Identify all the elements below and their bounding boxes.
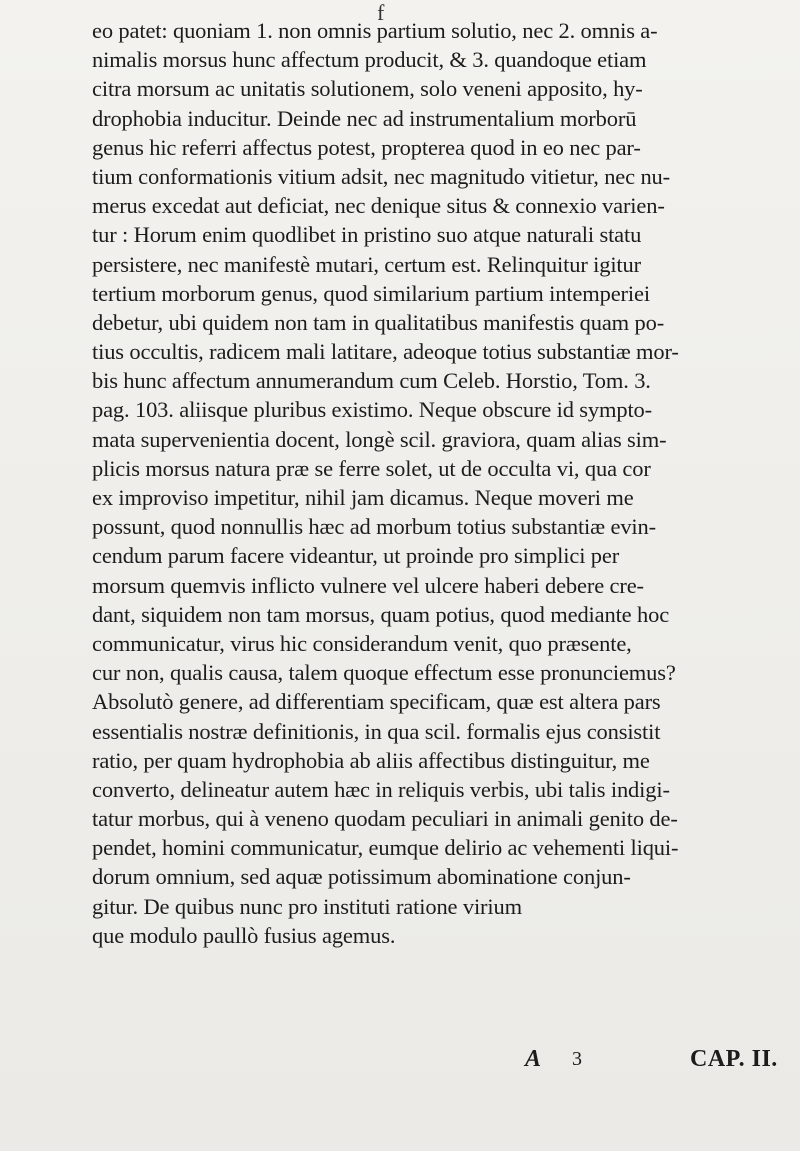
text-line-26: ratio, per quam hydrophobia ab aliis affectibus distinguitur, me [92,747,650,773]
text-line-32: que modulo paullò fusius agemus. [92,922,396,948]
text-line-31: gitur. De quibus nunc pro instituti ratione virium [92,893,522,919]
text-line-14: pag. 103. aliisque pluribus existimo. Neque obscure id sympto- [92,397,652,423]
body-text [92,16,782,950]
text-line-2: nimalis morsus hunc affectum producit, & 3. quandoque etiam [92,47,647,73]
text-line-3: citra morsum ac unitatis solutionem, solo veneni apposito, hy- [92,76,643,102]
text-line-1: eo patet: quoniam 1. non omnis partium solutio, nec 2. omnis a- [92,18,658,43]
page-signature-mark: f [377,0,385,25]
text-line-15: mata supervenientia docent, longè scil. graviora, quam alias sim- [92,426,667,452]
text-line-18: possunt, quod nonnullis hæc ad morbum totius substantiæ evin- [92,514,656,540]
text-line-25: essentialis nostræ definitionis, in qua scil. formalis ejus consistit [92,718,661,744]
text-line-4: drophobia inducitur. Deinde nec ad instrumentalium morborū [92,105,637,131]
text-line-7: merus excedat aut deficiat, nec denique situs & connexio varien- [92,193,665,219]
text-line-17: ex improviso impetitur, nihil jam dicamus. Neque moveri me [92,485,634,510]
text-line-8: tur : Horum enim quodlibet in pristino suo atque naturali statu [92,222,642,248]
text-line-21: dant, siquidem non tam morsus, quam potius, quod mediante hoc [92,601,670,627]
text-line-30: dorum omnium, sed aquæ potissimum abominatione conjun- [92,864,631,890]
text-line-29: pendet, homini communicatur, eumque delirio ac vehementi liqui- [92,835,679,861]
text-line-6: tium conformationis vitium adsit, nec magnitudo vitietur, nec nu- [92,163,670,189]
text-line-5: genus hic referri affectus potest, propterea quod in eo nec par- [92,134,641,160]
text-line-16: plicis morsus natura præ se ferre solet, ut de occulta vi, qua cor [92,455,651,481]
catchword: CAP. II. [690,1046,778,1072]
text-line-22: communicatur, virus hic considerandum venit, quo præsente, [92,630,632,656]
text-line-28: tatur morbus, qui à veneno quodam peculiari in animali genito de- [92,806,678,832]
text-line-9: persistere, nec manifestè mutari, certum est. Relinquitur igitur [92,251,641,277]
footer-signature: A [525,1046,542,1072]
text-line-23: cur non, qualis causa, talem quoque effectum esse pronunciemus? [92,660,676,686]
text-line-24: Absolutò genere, ad differentiam specificam, quæ est altera pars [92,689,661,715]
text-line-11: debetur, ubi quidem non tam in qualitatibus manifestis quam po- [92,309,665,335]
text-line-19: cendum parum facere videantur, ut proinde pro simplici per [92,543,620,569]
text-line-20: morsum quemvis inflicto vulnere vel ulcere haberi debere cre- [92,572,644,598]
text-line-13: bis hunc affectum annumerandum cum Celeb. Horstio, Tom. 3. [92,368,651,394]
text-line-27: converto, delineatur autem hæc in reliquis verbis, ubi talis indigi- [92,776,670,802]
footer-signature-number: 3 [572,1048,582,1070]
page-footer [0,1044,800,1074]
text-line-12: tius occultis, radicem mali latitare, adeoque totius substantiæ mor- [92,339,679,365]
text-line-10: tertium morborum genus, quod similarium partium intemperiei [92,280,650,306]
